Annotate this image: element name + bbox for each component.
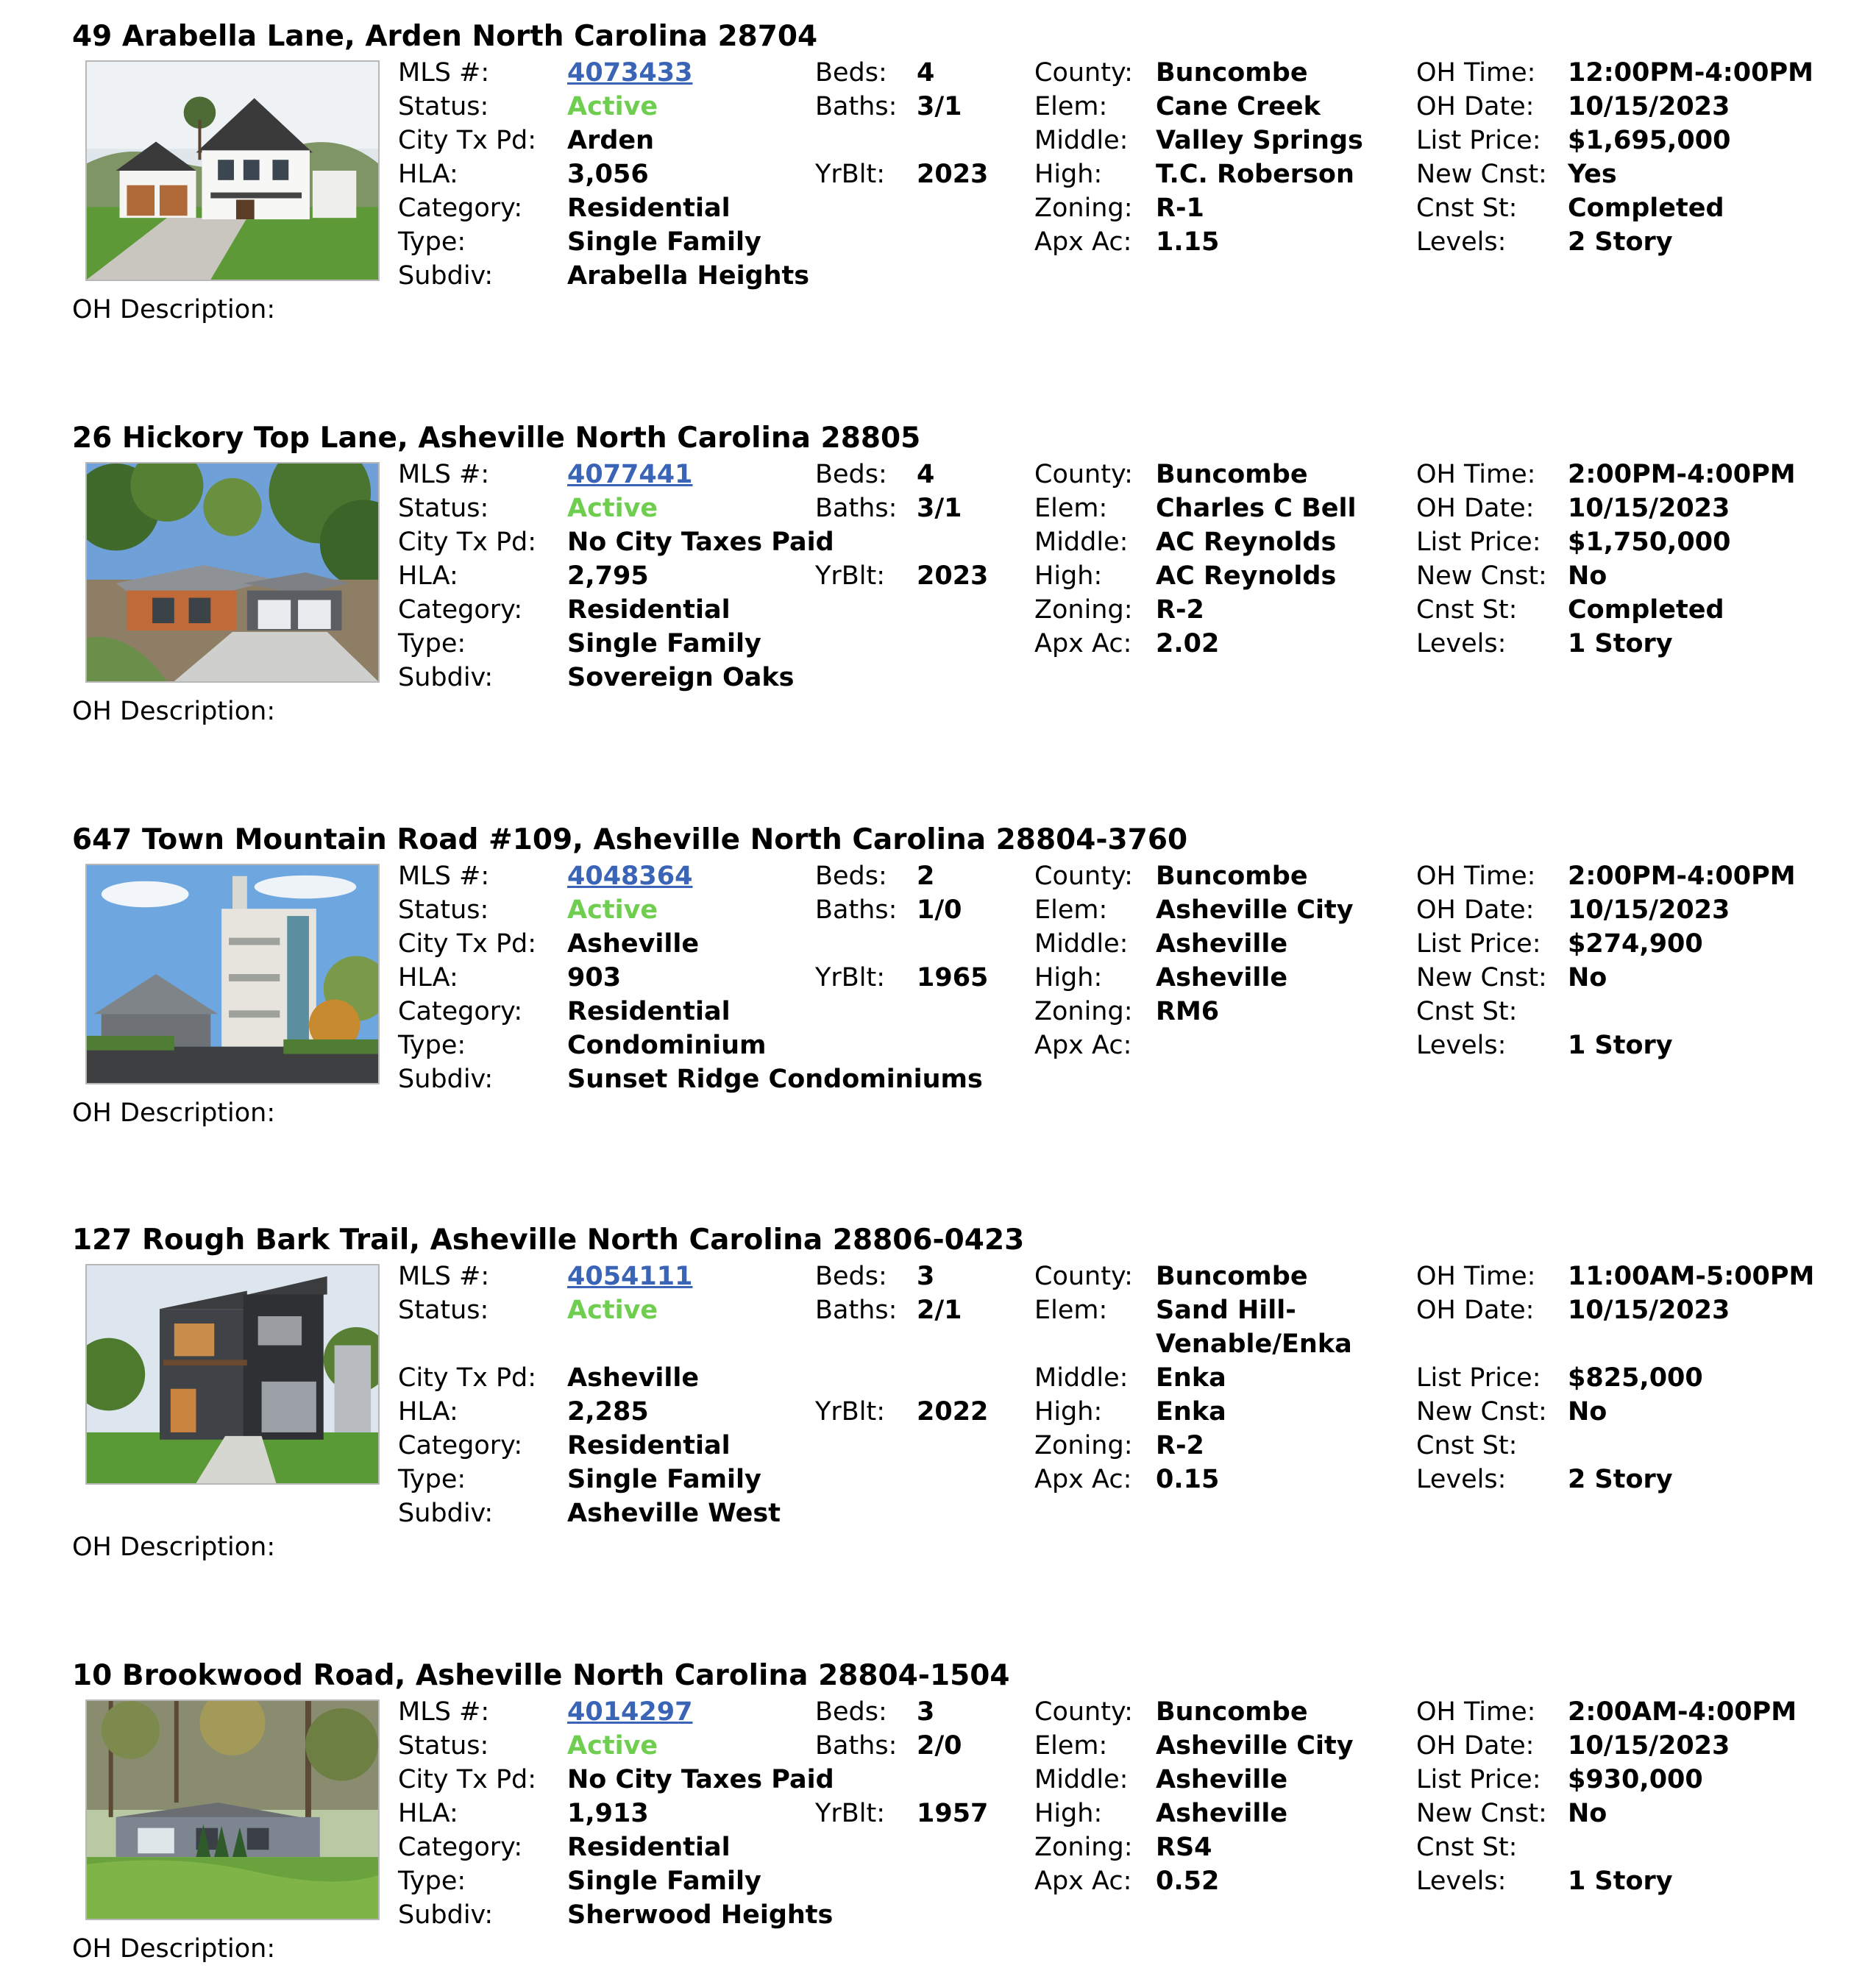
listing-address: 127 Rough Bark Trail, Asheville North Carolina 28806-0423 [72,1223,1025,1257]
zoning-value: R-2 [1156,595,1204,625]
category-value: Residential [567,595,731,625]
oh-description-label: OH Description: [72,295,276,324]
type-value: Single Family [567,227,761,257]
category-value: Residential [567,193,731,223]
elem-value: Asheville City [1156,895,1354,925]
oh-time-value: 12:00PM-4:00PM [1568,58,1813,88]
apx-ac-label: Apx Ac: [1034,629,1132,658]
oh-time-label: OH Time: [1416,460,1536,489]
status-value: Active [567,895,658,925]
county-value: Buncombe [1156,1697,1308,1727]
cnst-st-label: Cnst St: [1416,193,1518,223]
yrblt-label: YrBlt: [815,1799,886,1828]
new-cnst-value: No [1568,963,1607,992]
middle-label: Middle: [1034,126,1129,155]
oh-date-label: OH Date: [1416,494,1535,523]
status-label: Status: [398,895,489,925]
hla-label: HLA: [398,160,458,189]
status-value: Active [567,494,658,523]
zoning-label: Zoning: [1034,595,1133,625]
baths-value: 3/1 [917,494,962,523]
high-label: High: [1034,160,1103,189]
type-value: Single Family [567,629,761,658]
zoning-label: Zoning: [1034,193,1133,223]
new-cnst-value: No [1568,1397,1607,1427]
baths-value: 3/1 [917,92,962,121]
hla-value: 903 [567,963,622,992]
levels-value: 2 Story [1568,227,1673,257]
county-value: Buncombe [1156,58,1308,88]
oh-date-value: 10/15/2023 [1568,1296,1730,1325]
type-value: Single Family [567,1866,761,1896]
mls-number-link[interactable]: 4048364 [567,862,693,891]
category-value: Residential [567,1833,731,1862]
listing-photo[interactable] [85,864,380,1084]
type-value: Condominium [567,1031,767,1060]
county-label: County: [1034,1697,1133,1727]
beds-value: 3 [917,1262,935,1291]
cnst-st-label: Cnst St: [1416,595,1518,625]
levels-label: Levels: [1416,1866,1507,1896]
mls-number-link[interactable]: 4014297 [567,1697,693,1727]
oh-time-value: 2:00PM-4:00PM [1568,460,1796,489]
white-farmhouse-photo [87,62,378,280]
high-value: Enka [1156,1397,1226,1427]
middle-value: Asheville [1156,929,1288,959]
zoning-value: R-1 [1156,193,1204,223]
list-price-value: $825,000 [1568,1363,1703,1393]
middle-value: AC Reynolds [1156,528,1337,557]
status-label: Status: [398,494,489,523]
zoning-value: RM6 [1156,997,1220,1026]
levels-label: Levels: [1416,629,1507,658]
yrblt-value: 1957 [917,1799,989,1828]
yrblt-label: YrBlt: [815,561,886,591]
list-price-value: $1,695,000 [1568,126,1731,155]
elem-value: Sand Hill- [1156,1296,1296,1325]
status-value: Active [567,1296,658,1325]
middle-label: Middle: [1034,929,1129,959]
beds-value: 3 [917,1697,935,1727]
county-label: County: [1034,460,1133,489]
elem-value: Asheville City [1156,1731,1354,1761]
middle-label: Middle: [1034,1363,1129,1393]
type-label: Type: [398,1465,466,1494]
subdiv-value: Asheville West [567,1499,781,1528]
category-label: Category: [398,997,523,1026]
cnst-st-label: Cnst St: [1416,997,1518,1026]
city-tx-value: No City Taxes Paid [567,528,834,557]
beds-label: Beds: [815,460,887,489]
listing-address: 49 Arabella Lane, Arden North Carolina 28704 [72,20,818,53]
county-label: County: [1034,862,1133,891]
hla-value: 1,913 [567,1799,649,1828]
apx-ac-value: 0.15 [1156,1465,1220,1494]
mls-label: MLS #: [398,1262,490,1291]
new-cnst-label: New Cnst: [1416,561,1547,591]
middle-label: Middle: [1034,1765,1129,1794]
elem-value: Charles C Bell [1156,494,1357,523]
list-price-label: List Price: [1416,1765,1541,1794]
high-label: High: [1034,1397,1103,1427]
baths-label: Baths: [815,494,898,523]
listing-photo[interactable] [85,462,380,683]
high-label: High: [1034,561,1103,591]
yrblt-value: 1965 [917,963,989,992]
oh-time-label: OH Time: [1416,862,1536,891]
category-value: Residential [567,997,731,1026]
cnst-st-label: Cnst St: [1416,1431,1518,1460]
condo-building-photo [87,865,378,1083]
yrblt-value: 2023 [917,561,989,591]
apx-ac-label: Apx Ac: [1034,1031,1132,1060]
oh-description-label: OH Description: [72,1532,276,1562]
yrblt-value: 2023 [917,160,989,189]
wooded-ranch-photo [87,1701,378,1919]
list-price-value: $1,750,000 [1568,528,1731,557]
yrblt-value: 2022 [917,1397,989,1427]
list-price-value: $930,000 [1568,1765,1703,1794]
hla-label: HLA: [398,561,458,591]
mls-number-link[interactable]: 4073433 [567,58,693,88]
beds-value: 2 [917,862,935,891]
type-label: Type: [398,227,466,257]
type-value: Single Family [567,1465,761,1494]
status-label: Status: [398,92,489,121]
apx-ac-value: 2.02 [1156,629,1220,658]
oh-time-value: 2:00PM-4:00PM [1568,862,1796,891]
status-value: Active [567,1731,658,1761]
cnst-st-value: Completed [1568,595,1724,625]
oh-description-label: OH Description: [72,697,276,726]
new-cnst-label: New Cnst: [1416,160,1547,189]
oh-date-value: 10/15/2023 [1568,895,1730,925]
city-tx-label: City Tx Pd: [398,126,537,155]
high-label: High: [1034,963,1103,992]
modern-dark-house-photo [87,1265,378,1483]
hla-value: 3,056 [567,160,649,189]
list-price-label: List Price: [1416,929,1541,959]
yrblt-label: YrBlt: [815,160,886,189]
city-tx-value: Asheville [567,929,700,959]
listing-address: 10 Brookwood Road, Asheville North Carolina 28804-1504 [72,1659,1010,1692]
listing-address: 26 Hickory Top Lane, Asheville North Carolina 28805 [72,422,921,455]
subdiv-label: Subdiv: [398,663,494,692]
elem-label: Elem: [1034,92,1108,121]
levels-value: 2 Story [1568,1465,1673,1494]
oh-date-label: OH Date: [1416,1731,1535,1761]
middle-value: Enka [1156,1363,1226,1393]
listing-address: 647 Town Mountain Road #109, Asheville North Carolina 28804-3760 [72,823,1188,856]
levels-value: 1 Story [1568,1866,1673,1896]
subdiv-label: Subdiv: [398,1065,494,1094]
high-value: AC Reynolds [1156,561,1337,591]
beds-value: 4 [917,58,935,88]
baths-label: Baths: [815,895,898,925]
baths-value: 1/0 [917,895,962,925]
oh-date-label: OH Date: [1416,1296,1535,1325]
subdiv-value: Sunset Ridge Condominiums [567,1065,983,1094]
hla-value: 2,285 [567,1397,649,1427]
county-value: Buncombe [1156,460,1308,489]
zoning-value: R-2 [1156,1431,1204,1460]
levels-label: Levels: [1416,1031,1507,1060]
county-value: Buncombe [1156,1262,1308,1291]
city-tx-label: City Tx Pd: [398,1765,537,1794]
new-cnst-value: No [1568,1799,1607,1828]
zoning-label: Zoning: [1034,997,1133,1026]
new-cnst-label: New Cnst: [1416,1799,1547,1828]
county-label: County: [1034,1262,1133,1291]
high-value: Asheville [1156,963,1288,992]
middle-value: Asheville [1156,1765,1288,1794]
mls-number-link[interactable]: 4054111 [567,1262,693,1291]
beds-label: Beds: [815,862,887,891]
levels-value: 1 Story [1568,629,1673,658]
list-price-value: $274,900 [1568,929,1703,959]
listing-photo[interactable] [85,60,380,281]
beds-label: Beds: [815,1697,887,1727]
category-label: Category: [398,193,523,223]
zoning-value: RS4 [1156,1833,1212,1862]
middle-value: Valley Springs [1156,126,1363,155]
baths-label: Baths: [815,1731,898,1761]
status-label: Status: [398,1731,489,1761]
middle-label: Middle: [1034,528,1129,557]
high-label: High: [1034,1799,1103,1828]
type-label: Type: [398,1031,466,1060]
zoning-label: Zoning: [1034,1833,1133,1862]
new-cnst-label: New Cnst: [1416,963,1547,992]
apx-ac-value: 0.52 [1156,1866,1220,1896]
hla-label: HLA: [398,963,458,992]
subdiv-label: Subdiv: [398,261,494,291]
cnst-st-label: Cnst St: [1416,1833,1518,1862]
levels-label: Levels: [1416,227,1507,257]
type-label: Type: [398,629,466,658]
beds-value: 4 [917,460,935,489]
hla-label: HLA: [398,1799,458,1828]
baths-label: Baths: [815,92,898,121]
oh-description-label: OH Description: [72,1098,276,1128]
subdiv-value: Arabella Heights [567,261,810,291]
mls-label: MLS #: [398,58,490,88]
elem-label: Elem: [1034,1296,1108,1325]
apx-ac-label: Apx Ac: [1034,1465,1132,1494]
oh-time-label: OH Time: [1416,1262,1536,1291]
new-cnst-value: No [1568,561,1607,591]
baths-label: Baths: [815,1296,898,1325]
status-value: Active [567,92,658,121]
mls-label: MLS #: [398,862,490,891]
listing-photo[interactable] [85,1264,380,1485]
beds-label: Beds: [815,1262,887,1291]
city-tx-label: City Tx Pd: [398,929,537,959]
oh-time-value: 2:00AM-4:00PM [1568,1697,1797,1727]
oh-description-label: OH Description: [72,1934,276,1964]
oh-date-value: 10/15/2023 [1568,494,1730,523]
yrblt-label: YrBlt: [815,1397,886,1427]
subdiv-label: Subdiv: [398,1499,494,1528]
city-tx-label: City Tx Pd: [398,1363,537,1393]
list-price-label: List Price: [1416,1363,1541,1393]
elem-label: Elem: [1034,494,1108,523]
zoning-label: Zoning: [1034,1431,1133,1460]
list-price-label: List Price: [1416,126,1541,155]
elem-label: Elem: [1034,1731,1108,1761]
beds-label: Beds: [815,58,887,88]
category-label: Category: [398,595,523,625]
elem-value: Cane Creek [1156,92,1321,121]
category-label: Category: [398,1833,523,1862]
ranch-house-trees-photo [87,463,378,681]
levels-label: Levels: [1416,1465,1507,1494]
high-value: Asheville [1156,1799,1288,1828]
mls-label: MLS #: [398,460,490,489]
oh-date-label: OH Date: [1416,895,1535,925]
baths-value: 2/1 [917,1296,962,1325]
oh-date-value: 10/15/2023 [1568,92,1730,121]
oh-time-label: OH Time: [1416,58,1536,88]
hla-value: 2,795 [567,561,649,591]
apx-ac-label: Apx Ac: [1034,1866,1132,1896]
new-cnst-label: New Cnst: [1416,1397,1547,1427]
listing-photo[interactable] [85,1699,380,1920]
apx-ac-label: Apx Ac: [1034,227,1132,257]
category-label: Category: [398,1431,523,1460]
levels-value: 1 Story [1568,1031,1673,1060]
city-tx-value: No City Taxes Paid [567,1765,834,1794]
apx-ac-value: 1.15 [1156,227,1220,257]
subdiv-value: Sherwood Heights [567,1900,834,1930]
mls-number-link[interactable]: 4077441 [567,460,693,489]
city-tx-value: Asheville [567,1363,700,1393]
city-tx-label: City Tx Pd: [398,528,537,557]
subdiv-label: Subdiv: [398,1900,494,1930]
hla-label: HLA: [398,1397,458,1427]
high-value: T.C. Roberson [1156,160,1354,189]
elem-value-continued: Venable/Enka [1156,1329,1352,1359]
baths-value: 2/0 [917,1731,962,1761]
yrblt-label: YrBlt: [815,963,886,992]
oh-time-value: 11:00AM-5:00PM [1568,1262,1815,1291]
status-label: Status: [398,1296,489,1325]
county-label: County: [1034,58,1133,88]
oh-time-label: OH Time: [1416,1697,1536,1727]
cnst-st-value: Completed [1568,193,1724,223]
elem-label: Elem: [1034,895,1108,925]
city-tx-value: Arden [567,126,655,155]
oh-date-label: OH Date: [1416,92,1535,121]
oh-date-value: 10/15/2023 [1568,1731,1730,1761]
new-cnst-value: Yes [1568,160,1617,189]
type-label: Type: [398,1866,466,1896]
list-price-label: List Price: [1416,528,1541,557]
subdiv-value: Sovereign Oaks [567,663,795,692]
category-value: Residential [567,1431,731,1460]
mls-label: MLS #: [398,1697,490,1727]
county-value: Buncombe [1156,862,1308,891]
